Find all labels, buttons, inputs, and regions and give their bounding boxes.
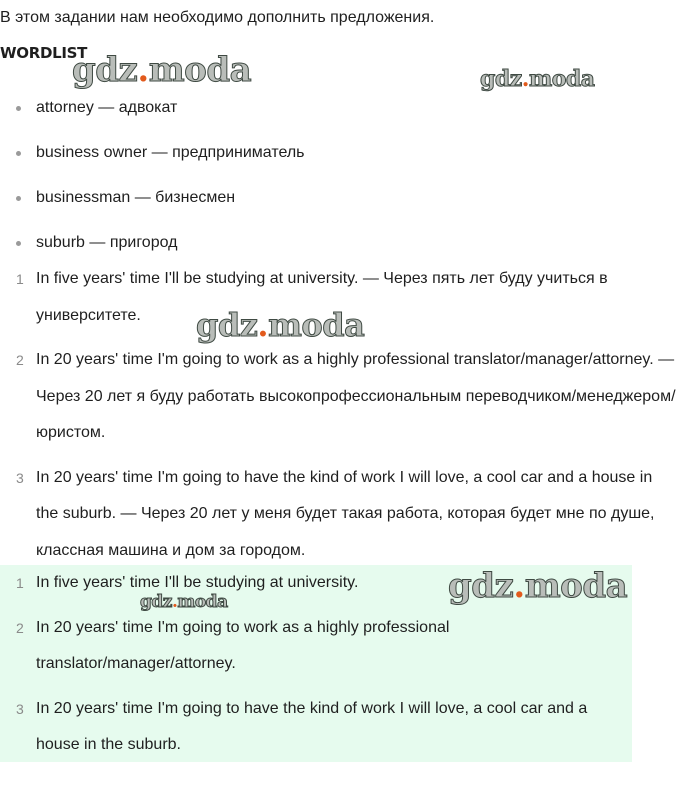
bullet-icon <box>16 106 21 111</box>
item-text: In 20 years' time I'm going to have the kind of work I will love, a cool car and a house in the suburb. <box>36 699 588 753</box>
list-item <box>0 185 305 230</box>
list-item <box>0 342 680 452</box>
list-item <box>0 95 305 140</box>
watermark: gdz.moda <box>72 50 252 90</box>
wordlist-entry: business owner — предприниматель <box>36 144 305 161</box>
list-item <box>0 140 305 185</box>
intro-text: В этом задании нам необходимо дополнить предложения. <box>0 9 435 26</box>
wordlist-entry: attorney — адвокат <box>36 99 178 116</box>
item-text: In 20 years' time I'm going to have the kind of work I will love, a cool car and a house in the suburb. — Через 20 лет у меня будет такая работа, которая будет мне по душе, классная машина и дом за городом. <box>36 468 655 559</box>
list-item <box>0 610 632 683</box>
item-number: 2 <box>16 619 24 636</box>
list-item <box>0 460 680 570</box>
item-number: 2 <box>16 352 24 368</box>
bullet-icon <box>16 241 21 246</box>
item-text: In five years' time I'll be studying at university. — Через пять лет буду учиться в университете. <box>36 270 608 324</box>
item-number: 1 <box>16 271 24 287</box>
item-text: In 20 years' time I'm going to work as a highly professional translator/manager/attorney. <box>36 618 450 672</box>
watermark: gdz.moda <box>196 306 365 344</box>
bullet-icon <box>16 151 21 156</box>
watermark: gdz.moda <box>448 566 628 606</box>
wordlist-title: WORDLIST <box>0 44 88 62</box>
bullet-icon <box>16 196 21 201</box>
wordlist <box>0 95 305 275</box>
wordlist-entry: businessman — бизнесмен <box>36 189 236 206</box>
item-number: 3 <box>16 469 24 486</box>
watermark: gdz.moda <box>480 66 595 92</box>
wordlist-entry: suburb — пригород <box>36 234 178 251</box>
item-text: In 20 years' time I'm going to work as a highly professional translator/manager/attorney. — Через 20 лет я буду работать высокопрофессиональным переводчиком/менеджером/юристом. <box>36 351 676 441</box>
item-text: In five years' time I'll be studying at university. <box>36 574 359 591</box>
item-number: 3 <box>16 700 24 717</box>
item-number: 1 <box>16 575 24 591</box>
watermark: gdz.moda <box>140 592 228 612</box>
list-item <box>0 691 632 764</box>
